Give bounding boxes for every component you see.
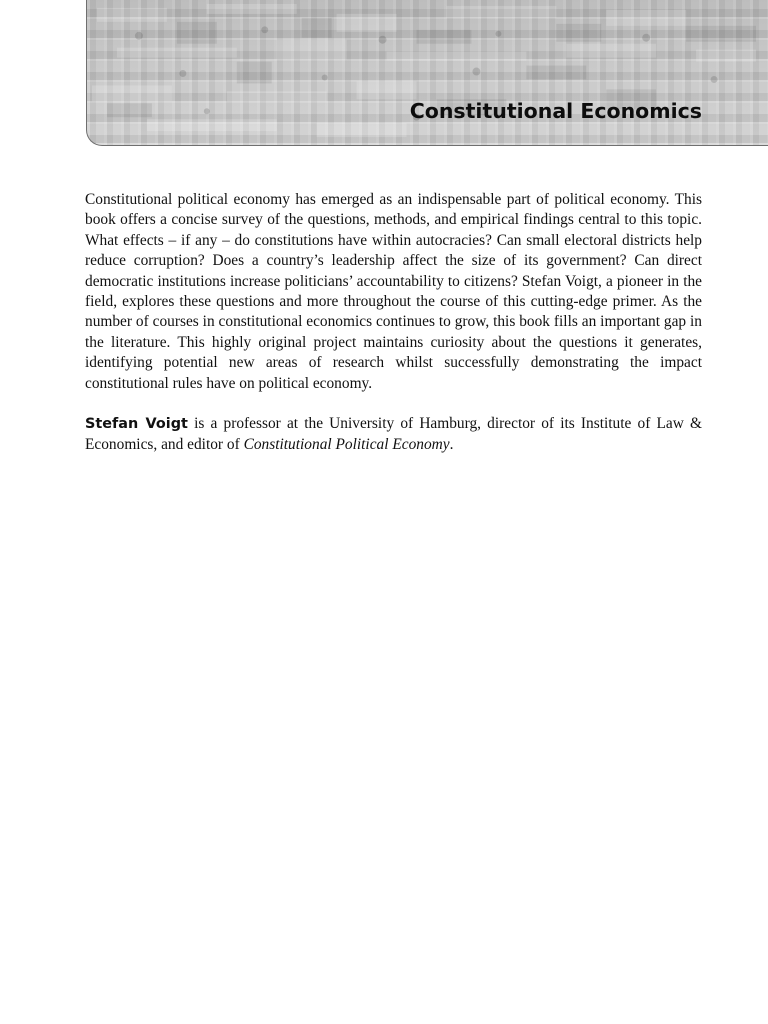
journal-title: Constitutional Political Economy: [243, 435, 450, 453]
book-description: Constitutional political economy has emerged as an indispensable part of political economy. This book offers a concise survey of the questions, methods, and empirical findings central to this topic. What effects – if any – do constitutions have within autocracies? Can small electoral districts help reduce corruption? Does a country’s leadership affect the size of its government? Can direct democratic institutions increase politicians’ accountability to citizens? Stefan Voigt, a pioneer in the field, explores these questions and more throughout the course of this cutting-edge primer. As the number of courses in constitutional economics continues to grow, this book fills an important gap in the literature. This highly original project maintains curiosity about the questions it generates, identifying potential new areas of research whilst successfully demonstrating the impact constitutional rules have on political economy.: [85, 191, 702, 392]
author-bio-end: .: [449, 435, 454, 453]
author-bio: [85, 414, 702, 455]
author-bio-text: is a professor at the University of Hamburg, director of its Institute of Law & Economics, and editor of: [85, 415, 702, 453]
author-name: Stefan Voigt: [85, 416, 188, 433]
back-cover-text: [85, 190, 702, 455]
book-title: Constitutional Economics: [409, 99, 702, 123]
header-banner: [86, 0, 768, 146]
banner-texture: [87, 0, 768, 145]
